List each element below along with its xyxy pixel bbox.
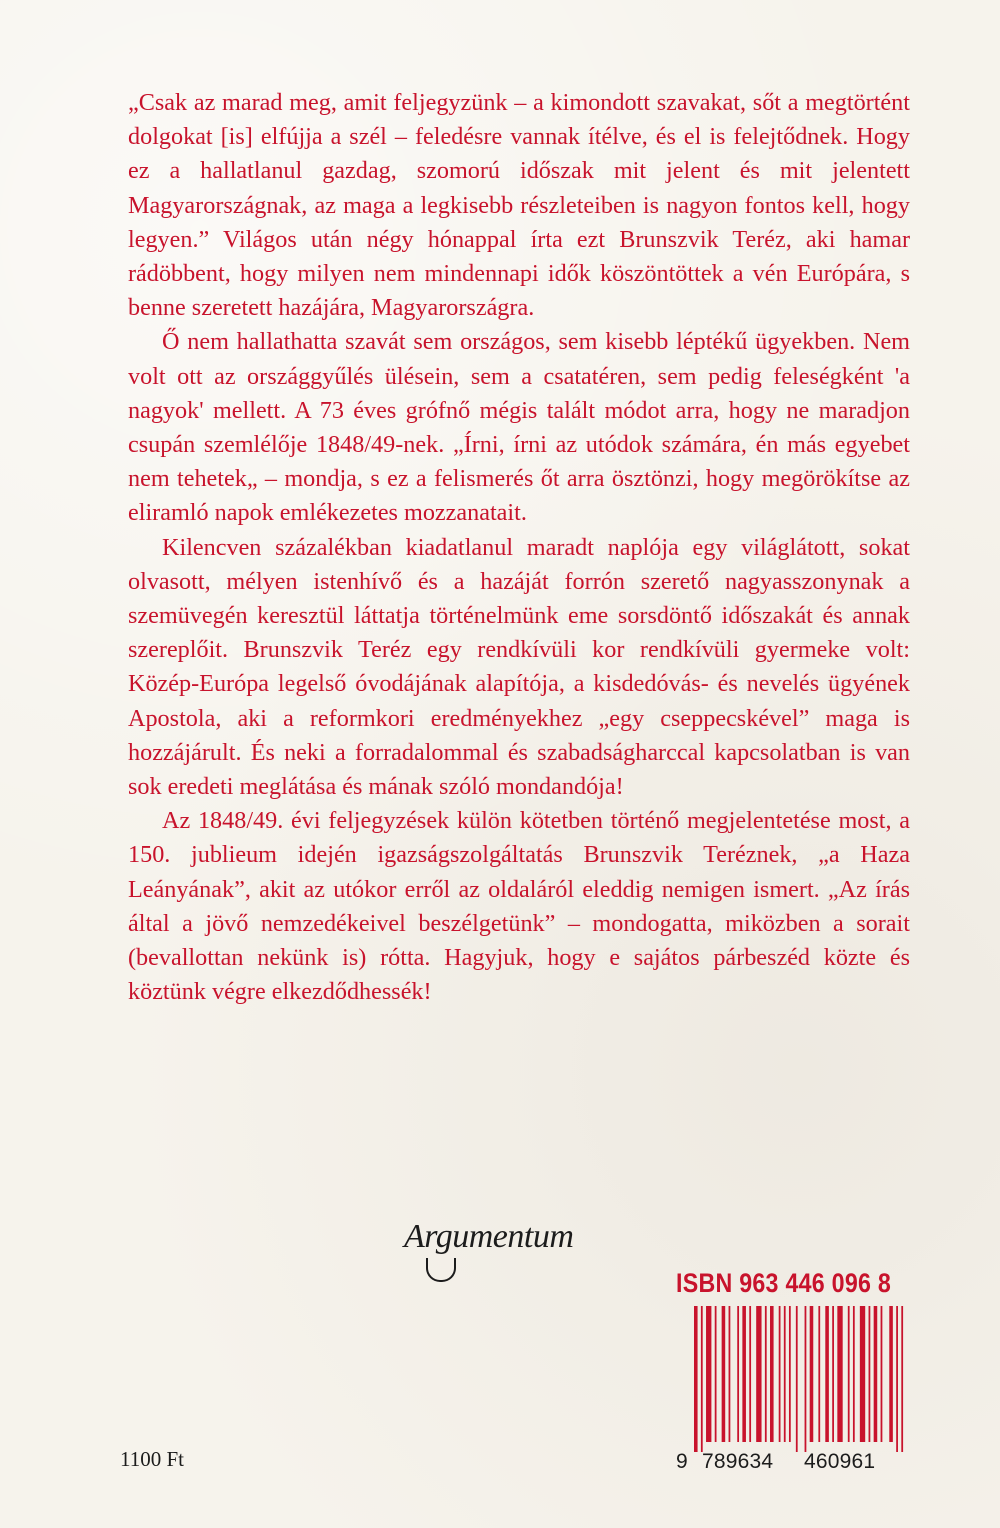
blurb-paragraph-1: „Csak az marad meg, amit feljegyzünk – a kimondott szavakat, sőt a megtörtént dolgokat [is] elfújja a szél – feledésre vannak ítélve, és el is felejtődnek. Hogy ez a hallatlanul gazdag, szomorú időszak mit jelent és mit jelentett Magyarországnak, az maga a legkisebb részleteiben is nagyon fontos kell, hogy legyen.” Világos után négy hónappal írta ezt Brunszvik Teréz, aki hamar rádöbbent, hogy milyen nem mindennapi idők köszöntöttek a vén Európára, s benne szeretett hazájára, Magyarországra. [128,89,910,322]
barcode-bar [749,1306,751,1442]
barcode-bar [789,1306,791,1442]
barcode-digit-group-1: 789634 [702,1450,774,1473]
barcode-bar [825,1306,829,1442]
barcode-bar [756,1306,761,1442]
barcode-bar [770,1306,774,1442]
barcode-bar [706,1306,711,1442]
barcode-bar [874,1306,878,1442]
barcode-bar [810,1306,814,1442]
barcode-bar [818,1306,820,1442]
publisher-logo [404,1218,604,1288]
barcode-bar [715,1306,717,1442]
logo-swash-icon [426,1258,456,1282]
barcode [694,1306,908,1452]
publisher-logo-text: Argumentum [404,1218,574,1255]
barcode-bar [889,1306,893,1442]
barcode-bar [869,1306,871,1442]
blurb-paragraph-2: Ő nem hallathatta szavát sem országos, sem kisebb léptékű ügyekben. Nem volt ott az országgyűlés ülésein, sem a csatatéren, sem pedig feleségként 'a nagyok' mellett. A 73 éves grófnő mégis talált módot arra, hogy ne maradjon csupán szemlélője 1848/49-nek. „Írni, írni az utódok számára, én más egyebet nem tehetek„ – mondja, s ez a felismerés őt arra ösztönzi, hogy megörökítse az eliramló napok emlékezetes mozzanatait. [128,328,910,527]
isbn-label: ISBN 963 446 096 8 [676,1268,892,1298]
barcode-bar [729,1306,731,1442]
blurb-text [128,86,910,1009]
barcode-bar [765,1306,767,1442]
barcode-bar [853,1306,855,1442]
barcode-bar [737,1306,739,1442]
barcode-bar [694,1306,698,1452]
blurb-paragraph-3: Kilencven százalékban kiadatlanul maradt naplója egy világlátott, sokat olvasott, mélyen istenhívő és a hazáját forrón szerető nagyasszonynak a szemüvegén keresztül láttatja történelmünk eme sorsdöntő időszakát és annak szereplőit. Brunszvik Teréz egy rendkívüli kor rendkívüli gyermeke volt: Közép-Európa legelső óvodájának alapítója, a kisdedóvás- és nevelés ügyének Apostola, aki a reformkori eredményekhez „egy cseppecskével” maga is hozzájárult. És neki a forradalommal és szabadságharccal kapcsolatban is van sok eredeti meglátása és mának szóló mondandója! [128,533,910,801]
barcode-bar [805,1306,807,1452]
barcode-digits [676,1450,916,1474]
barcode-bar [722,1306,726,1442]
barcode-bar [837,1306,842,1442]
barcode-bar [901,1306,903,1452]
price-label: 1100 Ft [120,1447,184,1471]
blurb-paragraph-4: Az 1848/49. évi feljegyzések külön kötetben történő megjelentetése most, a 150. jublieum idején igazságszolgáltatás Brunszvik Teréznek, „a Haza Leányának”, akit az utókor erről az oldaláról eleddig nemigen ismert. „Az írás által a jövő nemzedékeivel beszélgetünk” – mondogatta, miközben a sorait (bevallottan nekünk is) rótta. Hagyjuk, hogy e sajátos párbeszéd közte és köztünk végre elkezdődhessék! [128,807,910,1006]
barcode-bar [896,1306,898,1452]
barcode-bar [860,1306,865,1442]
barcode-bar [832,1306,834,1442]
barcode-digit-lead: 9 [676,1450,688,1473]
barcode-bar [796,1306,798,1452]
barcode-bar [742,1306,746,1442]
barcode-bar [784,1306,786,1442]
barcode-bar [881,1306,883,1442]
barcode-digit-group-2: 460961 [804,1450,876,1473]
barcode-bar [848,1306,850,1442]
barcode-bar [779,1306,781,1442]
barcode-bar [701,1306,703,1452]
